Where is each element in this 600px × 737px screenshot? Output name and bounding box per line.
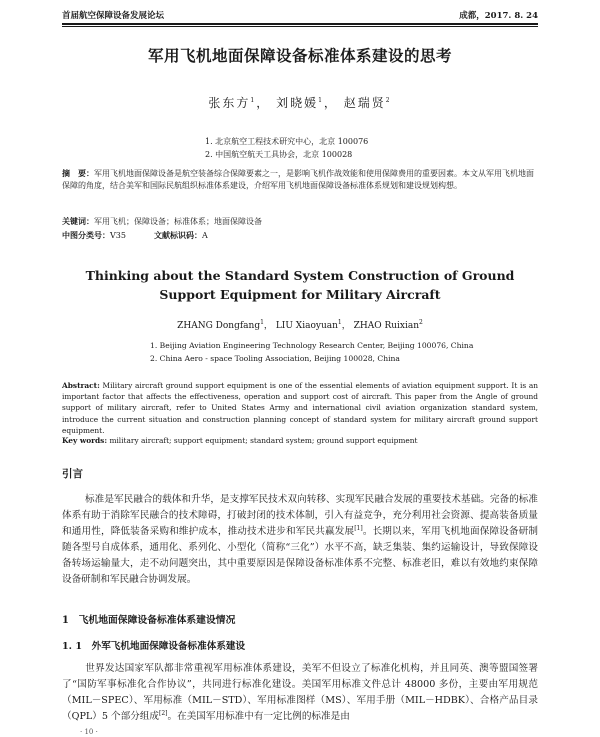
affiliation-en-2: 2. China Aero - space Tooling Association, Beijing 100028, China: [150, 354, 400, 363]
intro-text-a: 标准是军民融合的载体和升华，是支撑军民技术双向转移、实现军民融合发展的重要技术基础。完备的标准体系有助于消除军民融合的技术障碍，打破封闭的技术体制，引入有益竞争，充分利用社会资源、提高装备质量和通用性，降低装备采购和维护成本，推动技术进步和军民共赢发展: [62, 494, 538, 537]
author-en-2-affil-mark: 1: [337, 319, 342, 326]
title-english-line-2: Support Equipment for Military Aircraft: [159, 287, 441, 302]
author-separator: ，: [263, 321, 273, 331]
keywords-chinese: [62, 216, 262, 227]
author-1-affil-mark: 1: [250, 97, 257, 104]
author-separator: ，: [256, 96, 271, 110]
abstract-en-text: Military aircraft ground support equipment is one of the essential elements of aviation equipment support. It is an important factor that affects the effectiveness, operation and support cost of aircraft. This paper from the Angle of ground support of military aircraft, refer to United States Army and international civil aviation organization standard system, introduce the current situation and construction planning concept of standard system for military aircraft ground support equipment.: [62, 381, 538, 435]
doc-code-value: A: [201, 231, 208, 240]
affiliation-en-1: 1. Beijing Aviation Engineering Technology Research Center, Beijing 100076, China: [150, 341, 474, 350]
author-en-3: ZHAO Ruixian: [353, 321, 420, 331]
author-1: 张东方: [208, 96, 251, 110]
author-en-2: LIU Xiaoyuan: [275, 321, 338, 331]
clc-label: 中图分类号：: [62, 230, 110, 240]
keywords-label: 关键词：: [62, 216, 94, 226]
authors-chinese: [0, 94, 600, 111]
affiliations-chinese: [205, 135, 368, 161]
author-en-1-affil-mark: 1: [260, 319, 264, 326]
citation-1: [1]: [354, 524, 363, 532]
title-chinese: 军用飞机地面保障设备标准体系建设的思考: [147, 46, 452, 65]
clc-value: V35: [110, 231, 126, 240]
abstract-label: 摘 要：: [62, 168, 94, 178]
subsection-heading-1-1: 1. 1 外军飞机地面保障设备标准体系建设: [62, 641, 246, 652]
author-en-1: ZHANG Dongfang: [177, 321, 261, 331]
abstract-chinese: [62, 167, 538, 192]
author-3-affil-mark: 2: [385, 97, 392, 104]
section-1-1-paragraph: [62, 661, 538, 725]
author-2: 刘晓媛: [276, 96, 319, 110]
section-text-a: 世界发达国家军队都非常重视军用标准体系建设，美军不但设立了标准化机构，并且同英、澳等盟国签署了“国防军事标准化合作协议”，共同进行标准化建设。美国军用标准文件总计 48000 多份，主要由军用规范（MIL－SPEC）、军用标准（MIL－STD）、军用标准图样（MS）、军用手册（MIL－HDBK）、合格产品目录（QPL）5 个部分组成: [62, 663, 538, 722]
author-en-3-affil-mark: 2: [419, 319, 423, 326]
section-text-b: 。在美国军用标准中有一定比例的标准是由: [167, 711, 350, 722]
doc-code-label: 文献标识码：: [153, 230, 202, 240]
abstract-english: [62, 380, 538, 436]
citation-2: [2]: [159, 709, 168, 717]
header-rule-thick: [62, 23, 538, 25]
keywords-text: 军用飞机；保障设备；标准体系；地面保障设备: [94, 217, 262, 226]
keywords-english: [62, 436, 538, 445]
affiliation-1: 1. 北京航空工程技术研究中心，北京 100076: [205, 137, 369, 146]
author-separator: ，: [341, 321, 351, 331]
abstract-text: 军用飞机地面保障设备是航空装备综合保障要素之一，是影响飞机作战效能和使用保障费用的重要因素。本文从军用飞机地面保障的角度，结合美军和国际民航组织标准体系建设，介绍军用飞机地面保障设备标准体系规划和建设规划构想。: [62, 169, 534, 190]
keywords-en-label: Key words:: [62, 436, 108, 445]
intro-paragraph: [62, 492, 538, 588]
author-3: 赵瑞贤: [343, 96, 386, 110]
classification-line: [62, 230, 208, 241]
title-english: [0, 266, 600, 304]
affiliations-english: [150, 339, 473, 365]
header-place-date: 成都，2017. 8. 24: [459, 11, 538, 21]
page-number: · 10 ·: [80, 728, 98, 736]
header-conference: 首届航空保障设备发展论坛: [62, 11, 165, 21]
author-separator: ，: [323, 96, 338, 110]
keywords-en-text: military aircraft; support equipment; standard system; ground support equipment: [109, 436, 418, 445]
section-heading-1: 1 飞机地面保障设备标准体系建设情况: [62, 615, 236, 626]
running-header: [62, 9, 538, 23]
intro-text-b: 。长期以来，军用飞机地面保障设备研制随各型号自成体系，通用化、系列化、小型化（简称“三化”）水平不高，缺乏集装、集约运输设计，导致保障设备转场运输量大，走不动问题突出，其中重要原因是保障设备标准体系不完整、标准老旧，难以有效地约束保障设备研制和军民融合协调发展。: [62, 526, 538, 585]
title-english-line-1: Thinking about the Standard System Construction of Ground: [85, 268, 515, 283]
author-2-affil-mark: 1: [318, 97, 324, 104]
abstract-en-label: Abstract:: [62, 381, 100, 390]
header-rule-thin: [62, 26, 538, 27]
affiliation-2: 2. 中国航空航天工具协会，北京 100028: [205, 150, 353, 159]
authors-english: [0, 318, 600, 331]
section-heading-intro: 引言: [62, 468, 83, 480]
